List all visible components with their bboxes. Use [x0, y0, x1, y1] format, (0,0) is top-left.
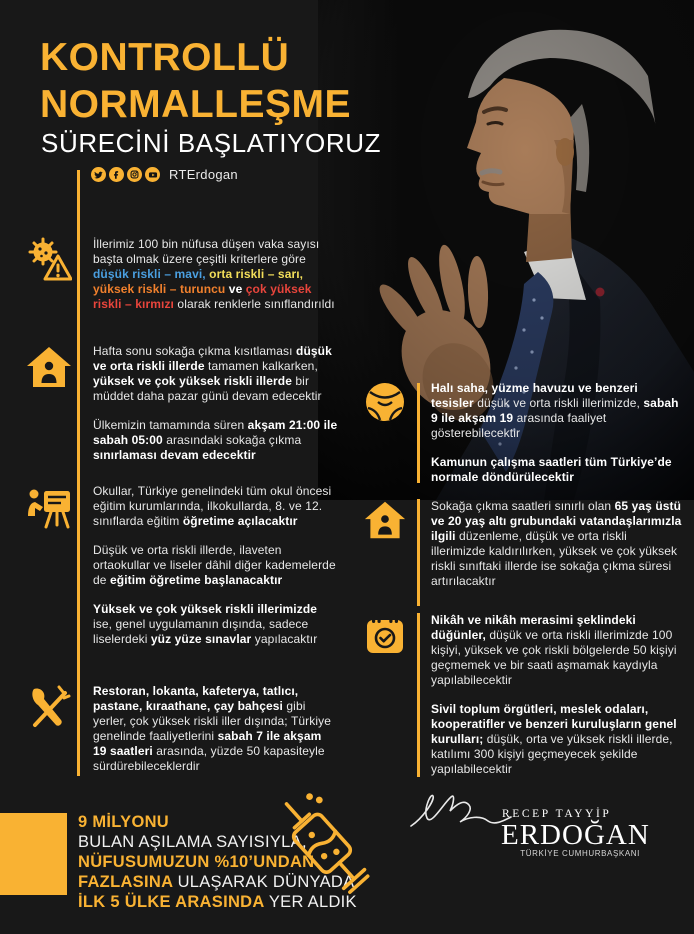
instagram-icon[interactable]	[127, 167, 142, 182]
cutlery-icon	[26, 684, 72, 735]
paragraph: Okullar, Türkiye genelindeki tüm okul öncesi eğitim kurumlarında, ilkokullarda, 8. ve 12. sınıflarda eğitim öğretime açılacaktır	[93, 484, 332, 528]
banner-line: NÜFUSUMUZUN %10’UNDAN	[78, 853, 315, 871]
info-block-curfew	[26, 344, 338, 463]
virus-warning-icon	[26, 237, 72, 288]
banner-accent-bar	[0, 813, 67, 895]
info-block-risk-colors	[26, 237, 338, 312]
paragraph: Hafta sonu sokağa çıkma kısıtlaması düşük ve orta riskli illerde tamamen kalkarken, yüksek ve çok yüksek riskli illerde bir müddet daha pazar günü devam edecektir	[93, 344, 332, 403]
info-block-schools	[26, 484, 338, 647]
paragraph: Nikâh ve nikâh merasimi şeklindeki düğünler, düşük ve orta riskli illerimizde 100 kişiyi, yüksek ve çok riskli bölgelerde 50 kişiyi geçmemek ve bir saati aşmamak kaydıyla yapılabilecektir	[431, 613, 677, 687]
banner-line: İLK 5 ÜLKE ARASINDA YER ALDIK	[78, 893, 357, 911]
signature-caption: TÜRKİYE CUMHURBAŞKANI	[520, 849, 640, 858]
signature-scribble	[405, 788, 515, 836]
paragraph: Sokağa çıkma saatleri sınırlı olan 65 yaş üstü ve 20 yaş altı grubundaki vatandaşlarımızla ilgili düzenleme, düşük ve orta riskli illerimizde kaldırılırken, yüksek ve çok yüksek riskli sınıftaki illerde ise sokağa çıkma süresi artırılacaktır	[431, 499, 682, 588]
social-row	[91, 167, 238, 182]
info-block-age-groups	[364, 499, 686, 589]
paragraph: Halı saha, yüzme havuzu ve benzeri tesisler düşük ve orta riskli illerimizde, sabah 9 ile akşam 19 arasında faaliyet gösterebilecektir	[431, 381, 679, 440]
banner-line: FAZLASINA ULAŞARAK DÜNYADA	[78, 873, 355, 891]
paragraph: Sivil toplum örgütleri, meslek odaları, kooperatifler ve benzeri kuruluşların genel kurulları; düşük, orta ve yüksek riskli illerde, katılımı 300 kişiyi geçmeyecek şekilde yapılabilecektir	[431, 702, 677, 776]
youtube-icon[interactable]	[145, 167, 160, 182]
paragraph: İllerimiz 100 bin nüfusa düşen vaka sayısı başta olmak üzere çeşitli kriterlere göre düşük riskli – mavi, orta riskli – sarı, yüksek riskli – turuncu ve çok yüksek riskli – kırmızı olarak renklerle sınıflandırıldı	[93, 237, 335, 311]
page-subtitle: SÜRECİNİ BAŞLATIYORUZ	[41, 128, 382, 158]
twitter-icon[interactable]	[91, 167, 106, 182]
ball-icon	[364, 381, 408, 428]
signature-name-main: ERDOĞAN	[501, 819, 650, 851]
title-line-1: KONTROLLÜ	[40, 36, 290, 79]
banner-line: 9 MİLYONU	[78, 813, 170, 831]
calendar-check-icon	[364, 613, 408, 660]
info-block-events	[364, 613, 686, 777]
info-block-sports	[364, 381, 686, 485]
banner-line: BULAN AŞILAMA SAYISIYLA,	[78, 833, 307, 851]
social-handle: RTErdogan	[169, 167, 238, 182]
paragraph: Ülkemizin tamamında süren akşam 21:00 ile sabah 05:00 arasındaki sokağa çıkma sınırlaması devam edecektir	[93, 418, 338, 462]
home-person-icon	[26, 344, 72, 395]
paragraph: Düşük ve orta riskli illerde, ilaveten ortaokullar ve liseler dâhil diğer kademelerde de eğitim öğretime başlanacaktır	[93, 543, 336, 587]
facebook-icon[interactable]	[109, 167, 124, 182]
signature-name-top: RECEP TAYYİP	[502, 808, 612, 820]
paragraph: Yüksek ve çok yüksek riskli illerimizde ise, genel uygulamanın dışında, sadece liselerdeki yüz yüze sınavlar yapılacaktır	[93, 602, 318, 646]
paragraph: Kamunun çalışma saatleri tüm Türkiye’de normale döndürülecektir	[431, 455, 672, 484]
page-title	[40, 34, 351, 128]
title-line-2: NORMALLEŞME	[40, 83, 351, 126]
classroom-icon	[26, 484, 72, 535]
paragraph: Restoran, lokanta, kafeterya, tatlıcı, pastane, kıraathane, çay bahçesi gibi yerler, çok yüksek riskli iller dışında; Türkiye genelinde faaliyetlerini sabah 7 ile akşam 19 saatleri arasında, yüzde 50 kapasiteyle sürdürebileceklerdir	[93, 684, 331, 773]
home-person-icon	[364, 499, 408, 546]
syringe-icon	[258, 786, 398, 918]
info-block-restaurants	[26, 684, 338, 774]
